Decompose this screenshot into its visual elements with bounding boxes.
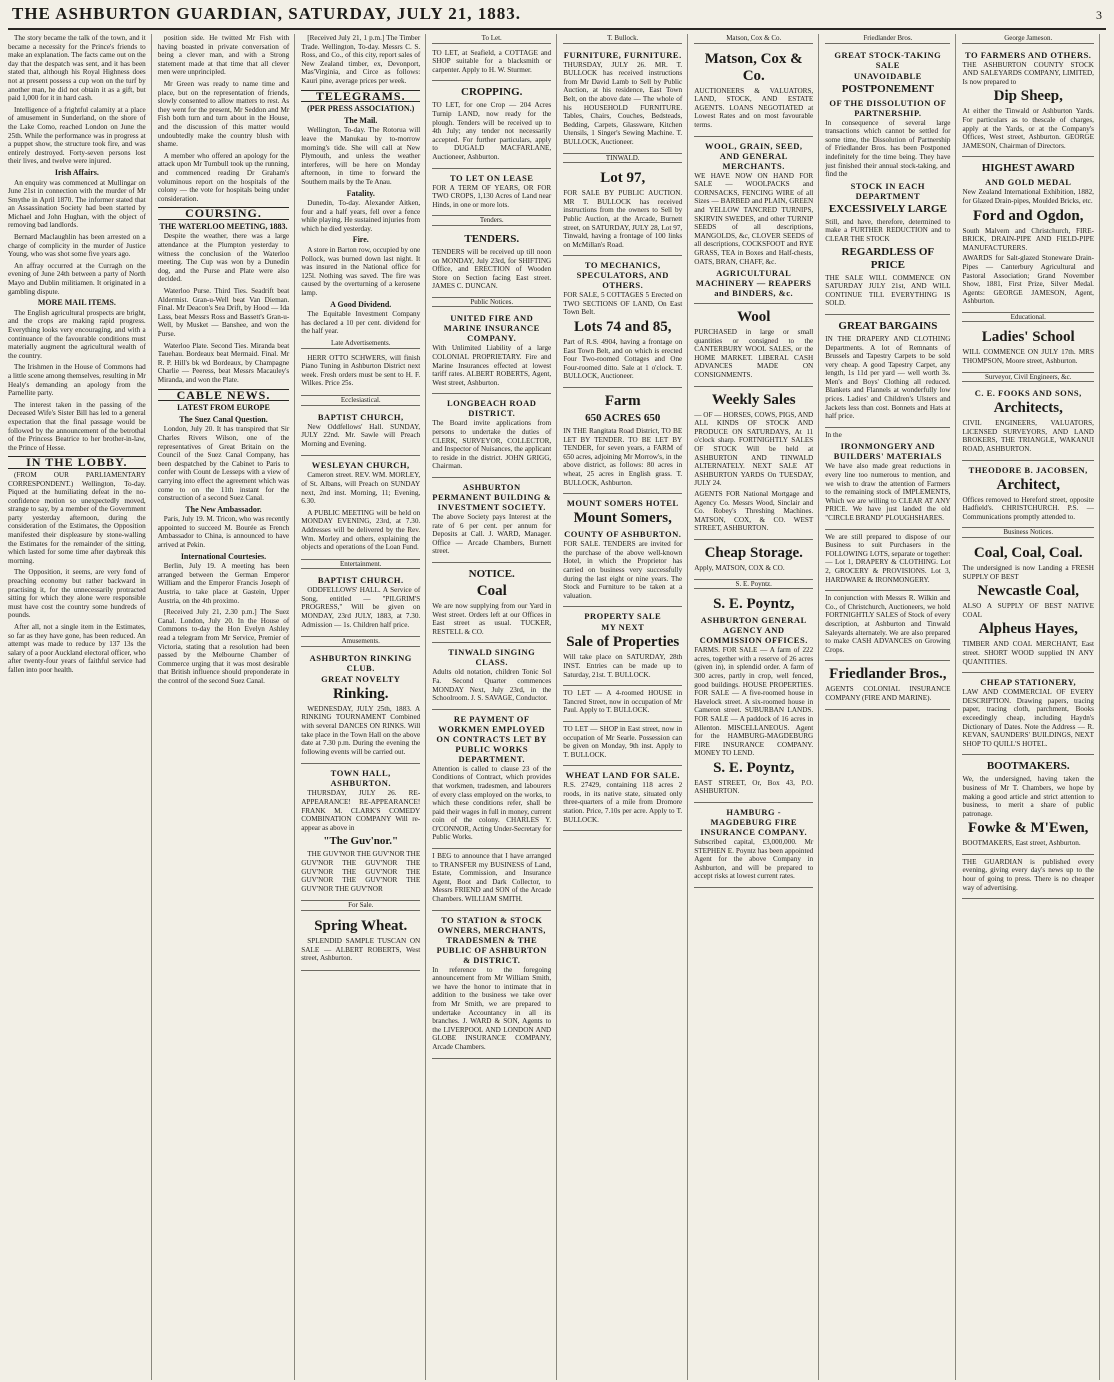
advert [301,456,420,559]
advert [694,803,813,888]
advert-heading: AND GOLD MEDAL [985,177,1072,188]
advert-text: The Board invite applications from persons to undertake the duties of CLERK, SURVEYOR, COLLECTOR, and Inspector of Nuisances, the applicant to reside in the district. JOHN GRIGG, Chairman. [432,419,552,471]
advert [563,607,682,686]
advert-text: Offices removed to Hereford street, opposite Hadfield's. CHRISTCHURCH. P.S. — Communications promptly attended to. [962,495,1094,521]
advert-text: WILL COMMENCE ON JULY 17th. MRS THOMPSON, Moore street, Ashburton. [962,348,1094,366]
advert-heading: STOCK IN EACH DEPARTMENT [850,180,926,201]
advert [962,673,1094,755]
article-paragraph: Dunedin, To-day. Alexander Aitken, four and a half years, fell over a fence while playing. He sustained injuries from which he died yesterday. [301,199,421,233]
advert [694,387,813,540]
advert [825,591,950,661]
advert-heading: UNAVOIDABLE [853,70,922,81]
column-3 [301,34,426,1380]
advert-heading: OF THE DISSOLUTION OF PARTNERSHIP. [829,97,947,118]
advert-heading: BAPTIST CHURCH, [317,411,404,422]
advert [432,563,551,643]
advert-text: THE ASHBURTON COUNTY STOCK AND SALEYARDS COMPANY, LIMITED, Is now prepared to [962,60,1094,86]
advert-heading: THEODORE B. JACOBSEN, [968,464,1088,475]
advert-heading: BAPTIST CHURCH. [317,575,404,586]
advert-text: We are now supplying from our Yard in West street. Orders left at our Offices in East street as usual. TUCKER, RESTELL & CO. [432,601,552,636]
advert-display: Sale of Properties [566,634,680,651]
column-6 [694,34,819,1380]
advert-display: EXCESSIVELY LARGE [828,202,947,215]
category-header: Public Notices. [432,298,551,308]
advert [301,764,420,901]
advert-heading: MY NEXT [601,622,645,633]
advert-heading: GREAT NOVELTY [321,673,401,684]
advert-heading: HAMBURG - MAGDEBURG FIRE INSURANCE COMPANY. [700,807,808,838]
advert-display: HIGHEST AWARD [981,162,1075,175]
article-paragraph: A member who offered an apology for the attack upon Mr Turnbull took up the running, and commenced reading Dr Graham's voluminous report on the hospitals of the colony — the vote for hospitals being under consideration. [157,151,290,203]
advert-display: S. E. Poyntz, [713,596,795,613]
advert-display: Alpheus Hayes, [978,621,1078,638]
article-heading: Fire. [352,235,369,245]
advert-text: BOOTMAKERS, East street, Ashburton. [962,839,1081,848]
advert [825,530,950,592]
advert-heading: TO MECHANICS, SPECULATORS, AND OTHERS. [576,260,669,291]
advert-text: THE GUARDIAN is published every evening, giving every day's news up to the hour of going to press. There is no cheaper way of advertising. [962,857,1094,892]
advert-heading: TO STATION & STOCK OWNERS, MERCHANTS, TRADESMEN & THE PUBLIC OF ASHBURTON & DISTRICT. [436,914,547,965]
advert-text: TENDERS will be received up till noon on MONDAY, July 23rd, for SHIFTING Office, and ERECTION of Wooden Store on Section facing East street. JAMES C. DUNCAN. [432,247,552,291]
advert [962,157,1094,313]
article-paragraph: Paris, July 19. M. Tricon, who was recently appointed to succeed M. Bourée as French Ambassador to China, is announced to have arrived at Pekin. [157,515,290,550]
advert-display: 650 ACRES 650 [585,412,661,425]
advert-text: Adults old notation, children Tonic Sol Fa. Second Quarter commences MONDAY Next, July 23rd, in the Schoolroom. J. S. SAVAGE, Conductor. [432,668,552,703]
advert-heading: FURNITURE, FURNITURE. [563,49,682,60]
advert [962,855,1094,899]
article-paragraph: A store in Barton row, occupied by one Pollock, was burned down last night. It was insured in the National office for 125l. Nothing was saved. The fire was caused by the overturning of a kerosene lamp. [301,246,421,298]
advert [962,46,1094,158]
advert-text: AUCTIONEERS & VALUATORS, LAND, STOCK, AND ESTATE AGENTS. LOANS NEGOTIATED at Lowest Rates and on most favourable terms. [694,86,814,129]
article-heading: LATEST FROM EUROPE [177,403,270,413]
advert-heading: C. E. FOOKS AND SONS, [974,388,1082,399]
advert [825,46,950,315]
advert-heading: TOWN HALL, ASHBURTON. [330,768,391,789]
column-1 [8,34,152,1380]
advert-display: Weekly Sales [711,391,796,408]
category-header: For Sale. [301,901,420,911]
advert [694,540,813,580]
category-header: Tenders. [432,216,551,226]
advert-heading: TO LET ON LEASE [449,172,534,183]
advert-display: Wool [737,309,771,326]
advert-text: We, the undersigned, having taken the business of Mr T. Chambers, we hope by making a good article and strict attention to business, to merit a share of public patronage. [962,775,1094,818]
advert [432,46,551,82]
running-head: George Jameson. [962,34,1094,44]
advert-display: Rinking. [333,685,389,702]
advert-heading: ASHBURTON PERMANENT BUILDING & INVESTMENT SOCIETY. [432,482,552,512]
advert [962,755,1094,855]
advert-display: Cheap Storage. [704,544,803,561]
advert-display: Ladies' School [981,329,1075,346]
masthead-title: THE ASHBURTON GUARDIAN, SATURDAY, JULY 21, 1883. [12,4,522,23]
advert-heading: COUNTY OF ASHBURTON. [564,529,682,540]
advert [432,169,551,217]
advert-text: TO LET, for one Crop — 204 Acres Turnip LAND, now ready for the plough. Tenders will be received up to 4th July; any tender not necessarily accepted. For further particulars, apply to DUGALD MACFARLANE, Auctioneer, Ashburton. [432,101,552,161]
article-heading: Irish Affairs. [54,167,99,177]
advert-display: REGARDLESS OF PRICE [841,245,935,271]
advert-text: EAST STREET, Or, Box 43, P.O. ASHBURTON. [694,778,814,796]
column-5 [563,34,688,1380]
advert [694,137,813,305]
article-heading: The New Ambassador. [185,504,262,514]
advert-text: In conjunction with Messrs R. Wilkin and Co., of Christchurch, Auctioneers, we hold FORTNIGHTLY SALES of Stock of every description, at Ashburton and Tinwald Saleyards alternately. We are also prepared to make CASH ADVANCES on Growing Crops. [825,594,951,654]
advert [563,388,682,494]
advert-display: Fowke & M'Ewen, [968,820,1089,837]
advert [432,849,551,911]
article-paragraph: Wellington, To-day. The Rotorua will leave the Manukau by to-morrow morning's tide. She will call at New Plymouth, and unless the weather interferes, will be here on Monday afternoon, in time to forward the Southern mails by the Te Anau. [301,126,421,186]
column-8 [962,34,1100,1380]
advert-heading: ASHBURTON RINKING CLUB. [309,652,412,673]
advert-heading: TO FARMERS AND OTHERS. [965,49,1092,60]
advert-display: GREAT BARGAINS [838,319,938,332]
category-header: TINWALD. [563,154,682,164]
advert [432,394,551,478]
advert-display: POSTPONEMENT [841,82,934,95]
advert-text: At either the Tinwald or Ashburton Yards. For particulars as to thescale of charges, apply at the Yards, or at the Company's Offices, West street, Ashburton. GEORGE JAMESON, Chairman of Directors. [962,107,1094,150]
advert-text: In the [825,430,842,439]
advert-text: PURCHASED in large or small quantities or consigned to the CANTERBURY WOOL SALES, or the HOME MARKET. LIBERAL CASH ADVANCES MADE ON CONSIGNMENTS. [694,328,814,380]
advert-heading: CHEAP STATIONERY, [980,677,1077,688]
advert-display: Coal, Coal, Coal. [973,545,1083,561]
advert-heading: ASHBURTON GENERAL AGENCY AND COMMISSION OFFICES. [699,615,808,646]
article-heading: (PER PRESS ASSOCIATION.) [307,104,415,114]
advert-display: Matson, Cox & Co. [704,50,803,84]
advert-text: AGENTS COLONIAL INSURANCE COMPANY (FIRE AND MARINE). [825,685,951,702]
advert-text: A PUBLIC MEETING will be held on MONDAY EVENING, 23rd, at 7.30. Addresses will be delivered by the Rev. Wm. Morley and others, explaining the objects and operations of the Loan Fund. [301,508,421,552]
advert [432,478,551,563]
advert-text: TO LET — SHOP in East street, now in occupation of Mr Searle. Possession can be given on Monday, 9th inst. Apply to T. BULLOCK. [563,724,683,759]
advert-text: Will take place on SATURDAY, 28th INST. Entries can be made up to Saturday, 21st. T. BULLOCK. [563,653,683,679]
advert [301,408,420,457]
article-paragraph: Bernard Maclaughlin has been arrested on a charge of complicity in the murder of Justice Young, who was shot some five years ago. [8,233,146,259]
section-heading: TELEGRAMS. [301,90,420,103]
advert-text: THURSDAY, JULY 26. RE-APPEARANCE! RE-APPEARANCE! FRANK M. CLARK'S COMEDY COMBINATION COMPANY Will re-appear as above in [301,789,421,832]
advert-text: FOR SALE. TENDERS are invited for the purchase of the above well-known Hotel, in which the Proprietor has carried on business very successfully during the last eight or nine years. The Stock and Furniture to be taken at a valuation. [563,540,683,600]
advert-heading: UNITED FIRE AND MARINE INSURANCE COMPANY. [443,313,540,344]
advert-text: TO LET, at Seafield, a COTTAGE and SHOP suitable for a blacksmith or carpenter. Apply to H. W. Sturmer. [432,48,552,74]
advert-heading: GREAT STOCK-TAKING SALE [834,49,942,70]
advert [432,911,551,1059]
advert-text: SPLENDID SAMPLE TUSCAN ON SALE — ALBERT ROBERTS, West street, Ashburton. [301,936,421,963]
advert-text: AWARDS for Salt-glazed Stoneware Drain-Pipes — Canterbury Agricultural and Pastoral Association; Grand November Show, 1881, First Prize, Silver Medal. Agents: GEORGE JAMESON, Agent, Ashburton. [962,254,1094,306]
category-header: Educational. [962,313,1094,323]
advert-text: We are still prepared to dispose of our Business to suit Purchasers in the FOLLOWING LOTS, separate or together: — Lot 1, DRAPERY & CLOTHING. Lot 2, GROCERY & PROVISIONS. Lot 3, HARDWARE & IRONMONGERY. [825,532,951,584]
advert-display: Farm [604,393,641,410]
advert [825,661,950,709]
advert-heading: WHEAT LAND FOR SALE. [565,770,680,781]
advert-heading: AGRICULTURAL MACHINERY — REAPERS and BINDERS, &c. [695,268,812,299]
column-7 [825,34,956,1380]
advert-heading: RE PAYMENT OF WORKMEN EMPLOYED ON CONTRACTS LET BY PUBLIC WORKS DEPARTMENT. [436,713,548,764]
article-paragraph: Mr Green was ready to name time and place, but on the representation of friends, slowly consented to allow matters to rest. As they went for the present, Mr Seddon and Mr Fish both turn and turn about in the House, and the discussion of this matter would undoubtedly make the country blush with shame. [157,79,290,149]
article-paragraph: The English agricultural prospects are bright, and the crops are making rapid progress. Everything looks very encouraging, and with a continuance of the favourable conditions must materially augment the agricultural wealth of the country. [8,308,146,360]
advert [301,649,420,765]
advert [962,384,1094,460]
advert [432,710,551,849]
advert-heading: CROPPING. [461,86,523,99]
advert-heading: PROPERTY SALE [584,611,662,622]
advert [825,315,950,428]
article-paragraph: [Received July 21, 1 p.m.] The Timber Trade. Wellington, To-day. Messrs C. S. Ross, and Co., of this city, report sales of New Zealand timber, ex, Devonport, Mas'Virginia, and Circe as follows: Kauri pine, average prices per week. [301,34,421,85]
article-paragraph: The interest taken in the passing of the Deceased Wife's Sister Bill has led to a general expectation that the final passage would be followed by the announcement of the betrothal of the Princess Beatrice to her brother-in-law, the Prince of Hesse. [8,400,146,452]
advert-text: FOR A TERM OF YEARS, OR FOR TWO CROPS, 1,130 Acres of Land near Hinds, in one or more lots. [432,183,552,209]
advert [432,228,551,298]
advert [962,324,1094,372]
category-header: Business Notices. [962,528,1094,538]
advert-text: ODDFELLOWS' HALL. A Service of Song, entitled — "PILGRIM'S PROGRESS," Will be given on MONDAY, 23rd JULY, 1883, at 7.30. Admission — 1s. Children half price. [301,586,421,629]
advert-text: I BEG to announce that I have arranged to TRANSFER my BUSINESS of Land, Estate, Commission, and Insurance Agent, Boot and Dark Collector, to Messrs FRIEND and SON of the Arcade Chambers. WILLIAM SMITH. [432,852,552,904]
advert-heading: BOOTMAKERS. [986,760,1070,773]
advert-display: Ford and Ogdon, [973,207,1084,224]
article-paragraph: The Equitable Investment Company has declared a 10 per cent. dividend for the half year. [301,310,421,336]
advert-text: FARMS. FOR SALE — A farm of 222 acres, together with a reserve of 26 acres (given in), in splendid order. A farm of 300 acres, partly in crop, well fenced, good buildings. HOUSE PROPERTIES. FOR SALE — A five-roomed house in Havelock street. A six-roomed house in Cameron street. SUBURBAN LANDS. FOR SALE — A paddock of 16 acres in Allenton. MISCELLANEOUS. Agent for the HAMBURG-MAGDEBURG FIRE INSURANCE COMPANY. MONEY TO LEND. [694,646,814,758]
advert-display: Architect, [996,476,1060,493]
advert [962,461,1094,529]
advert-text: THE GUV'NOR THE GUV'NOR THE GUV'NOR THE GUV'NOR THE GUV'NOR THE GUV'NOR THE GUV'NOR THE GUV'NOR THE GUV'NOR THE GUV'NOR [301,850,421,893]
advert-heading: NOTICE. [468,567,515,580]
advert [301,571,420,637]
article-heading: The Suez Canal Question. [179,414,268,424]
advert [563,494,682,607]
article-paragraph: Intelligence of a frightful calamity at a place of amusement in Sunderland, on the shore of the Lake Como, reached London on June the 25th. While the performance was in progress at a puppet show, the structure took fire, and was entirely destroyed. Forty-seven persons lost their lives, and twelve were injured. [8,105,146,166]
advert-text: We have also made great reductions in every line too numerous to mention, and we wish to draw the attention of Farmers to the remaining stock of IMPLEMENTS, Which we are willing to CLEAR AT ANY PRICE. We have just landed the old "CIRCLE BRAND" PLOUGHSHARES. [825,462,951,522]
page-number: 3 [1096,8,1102,22]
advert-text: IN THE DRAPERY AND CLOTHING Departments. A lot of Remnants of Brussels and Tapestry Carpets to be sold very cheap. A good Tapestry Carpet, any length, 1s 11d per yard — well worth 3s. Men's and Boys' Clothing all reduced. Blankets and Flannels at wonderfully low prices. Ladies' and Children's Ulsters and Jackets less than cost. Bonnets and Hats at half price. [825,334,951,421]
advert-text: THURSDAY, JULY 26. MR. T. BULLOCK has received instructions from Mr David Lamb to Sell by Public Auction, at his residence, East Town Belt, on the above date — The whole of his HOUSEHOLD FURNITURE. Tables, Chairs, Couches, Bedsteads, Bedding, Carpets, Glassware, Kitchen Utensils, 1 Singer's Sewing Machine. T. BULLOCK, Auctioneer. [563,60,683,146]
advert [301,351,420,396]
column-2 [158,34,296,1380]
advert-text: TO LET — A 4-roomed HOUSE in Tancred Street, now in occupation of Mr Paul. Apply to T. BULLOCK. [563,689,683,715]
article-paragraph: The story became the talk of the town, and it became a necessity for the Prince's friends to make an explanation. The facts came out on the day that the despatch was sent, and it has been stated that, although his Royal Highness does not at present possess a cup won on the turf by another man, he did not obtain it as a gift, but paid 1,000 for it in hard cash. [8,34,146,103]
article-paragraph: Despite the weather, there was a large attendance at the Plumpton yesterday to witness the conclusion of the Waterloo meeting. The Cup was won by a Dunedin dog, and the Purse and Plate were also decided. [157,232,290,284]
advert [432,81,551,168]
advert-display: S. E. Poyntz, [713,759,795,776]
running-head: Matson, Cox & Co. [694,34,813,44]
advert-text: In consequence of several large transactions which cannot be settled for some time, the Dissolution of Partnership of Friedlander Bros. has been Postponed indefinitely for the time being. They have just finished their annual stock-taking, and find the [825,118,951,179]
advert-text: Subscribed capital, £3,000,000. Mr STEPHEN E. Poyntz has been appointed Agent for the above Company in Ashburton, and will be prepared to accept risks at lowest current rates. [694,838,814,881]
advert-text: FOR SALE, 5 COTTAGES 5 Erected on TWO SECTIONS OF LAND, On East Town Belt. [563,291,683,317]
advert-text: LAW AND COMMERCIAL OF EVERY DESCRIPTION. Drawing papers, tracing paper, tracing cloth, parchment, Books exceedingly cheap, including Haydn's Dictionary of Dates. Note the Address — R. KEVAN, SAUNDERS' BUILDINGS, NEXT SHOP TO QUILL'S HOTEL. [962,688,1094,748]
article-paragraph: The Opposition, it seems, are very fond of preaching economy but rather backward in practising it, for the unnecessarily protracted sitting for which they alone were responsible must have cost the country some hundreds of pounds. [8,568,146,620]
advert-heading: WOOL, GRAIN, SEED, AND GENERAL MERCHANTS. [704,140,803,171]
advert [962,540,1094,673]
article-paragraph: An enquiry was commenced at Mullingar on June 21st in connection with the murder of Mr Smythe in April 1870. The informer stated that an Assassination Society had been started by Michael and John Hughan, with the object of removing bad landlords. [8,178,146,230]
advert-text: AGENTS FOR National Mortgage and Agency Co. Messrs Wood, Sinclair and Co. Robey's Threshing Machines. MATSON, COX, & CO. WEST STREET, ASHBURTON. [694,490,814,533]
advert-text: R.S. 27429, containing 118 acres 2 roods, in its native state, situated only three-quarters of a mile from Dromore station. Price, 7.10s per acre. Apply to T. BULLOCK. [563,781,683,824]
advert-display: Coal [476,582,507,599]
section-heading: CABLE NEWS. [158,389,290,402]
advert [694,304,813,387]
advert-text: Cameron street. REV. WM. MORLEY, of St. Albans, will Preach on SUNDAY next, 2nd inst. Morning, 11; Evening, 6.30. [301,471,421,506]
article-heading: The Mail. [344,115,378,125]
article-heading: Fatality. [346,188,375,198]
advert-text: IN THE Rangitata Road District, TO BE LET BY TENDER. TO BE LET BY TENDER, for seven years, a FARM of 650 acres, adjoining Mr Morrow's, in the above district, as follows: 80 acres in wheat, 25 acres in English grass. T. BULLOCK, Ashburton. [563,427,683,487]
advert-text: In reference to the foregoing announcement from Mr William Smith, we have the honor to intimate that in addition to the business we take over from Mr Smith, we are prepared to undertake Accountancy in all its branches. J. WARD & SON, Agents to the LIVERPOOL AND LONDON AND GLOBE INSURANCE COMPANY, Arcade Chambers. [432,965,552,1051]
article-paragraph: The Irishmen in the House of Commons had a little scene among themselves, resulting in Mr Healy's demanding an apology from the Parnellite party. [8,363,146,398]
article-paragraph: Waterloo Plate. Second Ties. Miranda beat Tauehau. Bordeaux beat Mermaid. Final. Mr R. P. Hill's bk wd Bordeaux, by Champagne Charlie — Peeress, beat Messrs Macauley's Miranda, and won the Plate. [157,341,290,384]
advert-display: Lots 74 and 85, [573,319,672,336]
running-head: To Let. [432,34,551,44]
advert-text: The undersigned is now Landing a FRESH SUPPLY OF BEST [962,564,1094,581]
category-header: Surveyor, Civil Engineers, &c. [962,373,1094,383]
article-paragraph: Berlin, July 19. A meeting has been arranged between the German Emperor William and the Emperor Francis Joseph of Austria, to take place at Gastein, Upper Austria, on the 4th proximo. [157,562,290,605]
advert [563,165,682,256]
advert-text: With Unlimited Liability of a large COLONIAL PROPRIETARY. Fire and Marine Insurances effected at lowest tariff rates. ALBERT ROBERTS, Agent, West street, Ashburton. [432,344,552,387]
advert-text: South Malvern and Christchurch, FIRE-BRICK, DRAIN-PIPE AND FIELD-PIPE MANUFACTURERS. [962,226,1094,252]
columns [8,34,1106,1380]
advert [563,722,682,766]
section-heading: IN THE LOBBY. [8,456,146,469]
advert-text: FOR SALE BY PUBLIC AUCTION. MR T. BULLOCK has received instructions from the owners to Sell by Public Auction, at the Arcade, Burnett street, on SATURDAY, JULY 28, Lot 97, Tinwald, having a frontage of 100 links on McMillan's Road. [563,189,683,249]
article-paragraph: After all, not a single item in the Estimates, so far as they have gone, has been reduced. An attempt was made to reduce by 137 13s the salary of a poor Auckland electoral officer, who after twenty-four years of faithful service had fallen into poor health. [8,623,146,674]
category-header: Late Advertisements. [301,339,420,349]
advert-display: Newcastle Coal, [977,583,1080,600]
article-paragraph: position side. He twitted Mr Fish with having boasted in private conversation of being a clever man, and with a Strong statement made at that time that all clever men were unprincipled. [157,34,290,77]
article-paragraph: [Received July 21, 2.30 p.m.] The Suez Canal. London, July 20. In the House of Commons to-day the Hon Evelyn Ashley read a telegram from Mr Service, Premier of Victoria, stating that a resolution had been passed by the Melbourne Chamber of Commerce urging that it was most desirable that British influence should preponderate in the control of the second Suez Canal. [157,608,290,685]
column-4 [432,34,557,1380]
advert-text: ALSO A SUPPLY OF BEST NATIVE COAL [962,602,1094,619]
category-header: Amusements. [301,637,420,647]
category-header: Ecclesiastical. [301,396,420,406]
advert-display: Lot 97, [600,170,646,187]
advert-display: "The Guv'nor." [323,835,399,848]
advert-text: New Oddfellows' Hall. SUNDAY, JULY 22nd. Mr. Sawle will Preach Morning and Evening. [301,422,421,448]
advert [432,643,551,709]
advert-text: Attention is called to clause 23 of the Conditions of Contract, which provides that workmen, tradesmen, and labourers of every class employed on the works, to which these conditions refer, shall be paid their wages in full in money, current coin of the colony. CHARLES Y. O'CONNOR, Acting Under-Secretary for Public Works. [432,764,552,842]
advert-text: CIVIL ENGINEERS, VALUATORS, LICENSED SURVEYORS, AND LAND BROKERS, THE TRIANGLE, WAKANUI ROAD, ASHBURTON. [962,419,1094,454]
masthead [8,4,1106,30]
article-paragraph: Waterloo Purse. Third Ties. Seadrift beat Aldermist. Gran-u-Well beat Van Dieman. Final. Mr Deacon's Sea Drift, by Hood — Ida Lass, beat Messrs Ross and Bassett's Gran-u-Well, by Musket — Banshee, and won the Purse. [157,287,290,338]
article-heading: MORE MAIL ITEMS. [37,298,116,308]
advert [563,256,682,388]
advert-text: — OF — HORSES, COWS, PIGS, AND ALL KINDS OF STOCK AND PRODUCE ON SATURDAYS, At 11 o'clock sharp. FORTNIGHTLY SALES OF STOCK Will be held at ASHBURTON AND TINWALD ALTERNATELY. NEXT SALE AT ASHBURTON YARDS On TUESDAY, JULY 24. [694,410,814,488]
advert [694,46,813,137]
advert-text: TIMBER AND COAL MERCHANT, East street. SHORT WOOD supplied IN ANY QUANTITIES. [962,640,1094,666]
advert-display: Friedlander Bros., [829,666,947,683]
advert-text: Part of R.S. 4904, having a frontage on East Town Belt, and on which is erected Four Two-roomed Cottages and One Four-roomed ditto. Sale at 1 o'clock. T. BULLOCK, Auctioneer. [563,338,683,381]
advert-heading: TENDERS. [464,232,520,245]
article-paragraph: An affray occurred at the Curragh on the evening of June 24th between a party of North Mayo and Dublin militiamen. It originated in a gambling dispute. [8,261,146,296]
advert [301,913,420,971]
advert-text: The above Society pays Interest at the rate of 6 per cent. per annum for Deposits at Call. J. WARD, Manager. Office — Arcade Chambers, Burnett street. [432,513,552,556]
advert-heading: IRONMONGERY AND BUILDERS' MATERIALS [833,441,942,462]
advert [825,428,950,530]
advert-display: Mount Somers, [573,510,672,527]
article-heading: A Good Dividend. [330,299,392,309]
advert-display: Dip Sheep, [993,88,1063,105]
article-paragraph: London, July 20. It has transpired that Sir Charles Rivers Wilson, one of the representatives of Great Britain on the Council of the Suez Canal Company, has been despatched by the Cabinet to Paris to confer with Count de Lesseps with a view of carrying into effect the agreement which was come to on the 11th instant for the construction of a second Suez Canal. [157,425,290,503]
advert [563,766,682,831]
advert-text: New Zealand International Exhibition, 1882, for Glazed Drain-pipes, Moulded Bricks, etc. [962,188,1094,205]
advert-display: Architects, [993,400,1063,417]
article-heading: THE WATERLOO MEETING, 1883. [159,221,288,231]
advert-display: Spring Wheat. [314,917,408,934]
advert-heading: WESLEYAN CHURCH, [311,460,410,471]
section-heading: COURSING. [158,207,290,220]
running-head: T. Bullock. [563,34,682,44]
category-header: Entertainment. [301,560,420,570]
advert [432,309,551,394]
advert [563,46,682,154]
advert-text: WEDNESDAY, JULY 25th, 1883. A RINKING TOURNAMENT Combined with several DANCES ON RINKS. Will take place in the Town Hall on the above date at 7.30 p.m. During the evening the following events will be carried out. [301,704,421,756]
advert-heading: LONGBEACH ROAD DISTRICT. [447,398,537,419]
category-header: S. E. Poyntz. [694,580,813,590]
advert-heading: MOUNT SOMERS HOTEL [566,498,679,509]
article-paragraph: (FROM OUR PARLIAMENTARY CORRESPONDENT.) Wellington, To-day. Piqued at the humiliating defeat in the no-confidence motion so unexpectedly moved, strange to say, by a member of the Government party yesterday afternoon, during the consideration of the Estimates, the Opposition manifested their displeasure by stone-walling the Estimates for the remainder of the sitting, which lasted for some time after daybreak this morning. [8,470,146,565]
advert [694,591,813,803]
article-heading: International Courtesies. [180,551,267,561]
advert-heading: TINWALD SINGING CLASS. [448,647,536,668]
advert-text: HERR OTTO SCHWERS, will finish Piano Tuning in Ashburton District next week. Fresh orders must be sent to H. F. Wilkes. Price 25s. [301,353,421,388]
advert-text: THE SALE WILL COMMENCE ON SATURDAY JULY 21st, AND WILL CONTINUE TILL EVERYTHING IS SOLD. [825,273,951,308]
advert-text: WE HAVE NOW ON HAND FOR SALE — WOOLPACKS and CORNSACKS, FENCING WIRE of all Sizes — BARBED and PLAIN, GREEN and YELLOW TANCRED TURNIPS, SKIRVIN SWEDES, and other TURNIP SEEDS of all descriptions, MANGOLDS, &c, CLOVER SEEDS of all descriptions, COCKSFOOT and RYE GRASS, TEA in Boxes and Half-chests, OATS, BRAN, CHAFF, &c. [694,171,814,266]
running-head: Friedlander Bros. [825,34,950,44]
advert-text: Apply, MATSON, COX & CO. [694,563,785,572]
advert [563,686,682,722]
advert-text: Still, and have, therefore, determined to make a FURTHER REDUCTION and to CLEAR THE STOCK [825,217,951,243]
